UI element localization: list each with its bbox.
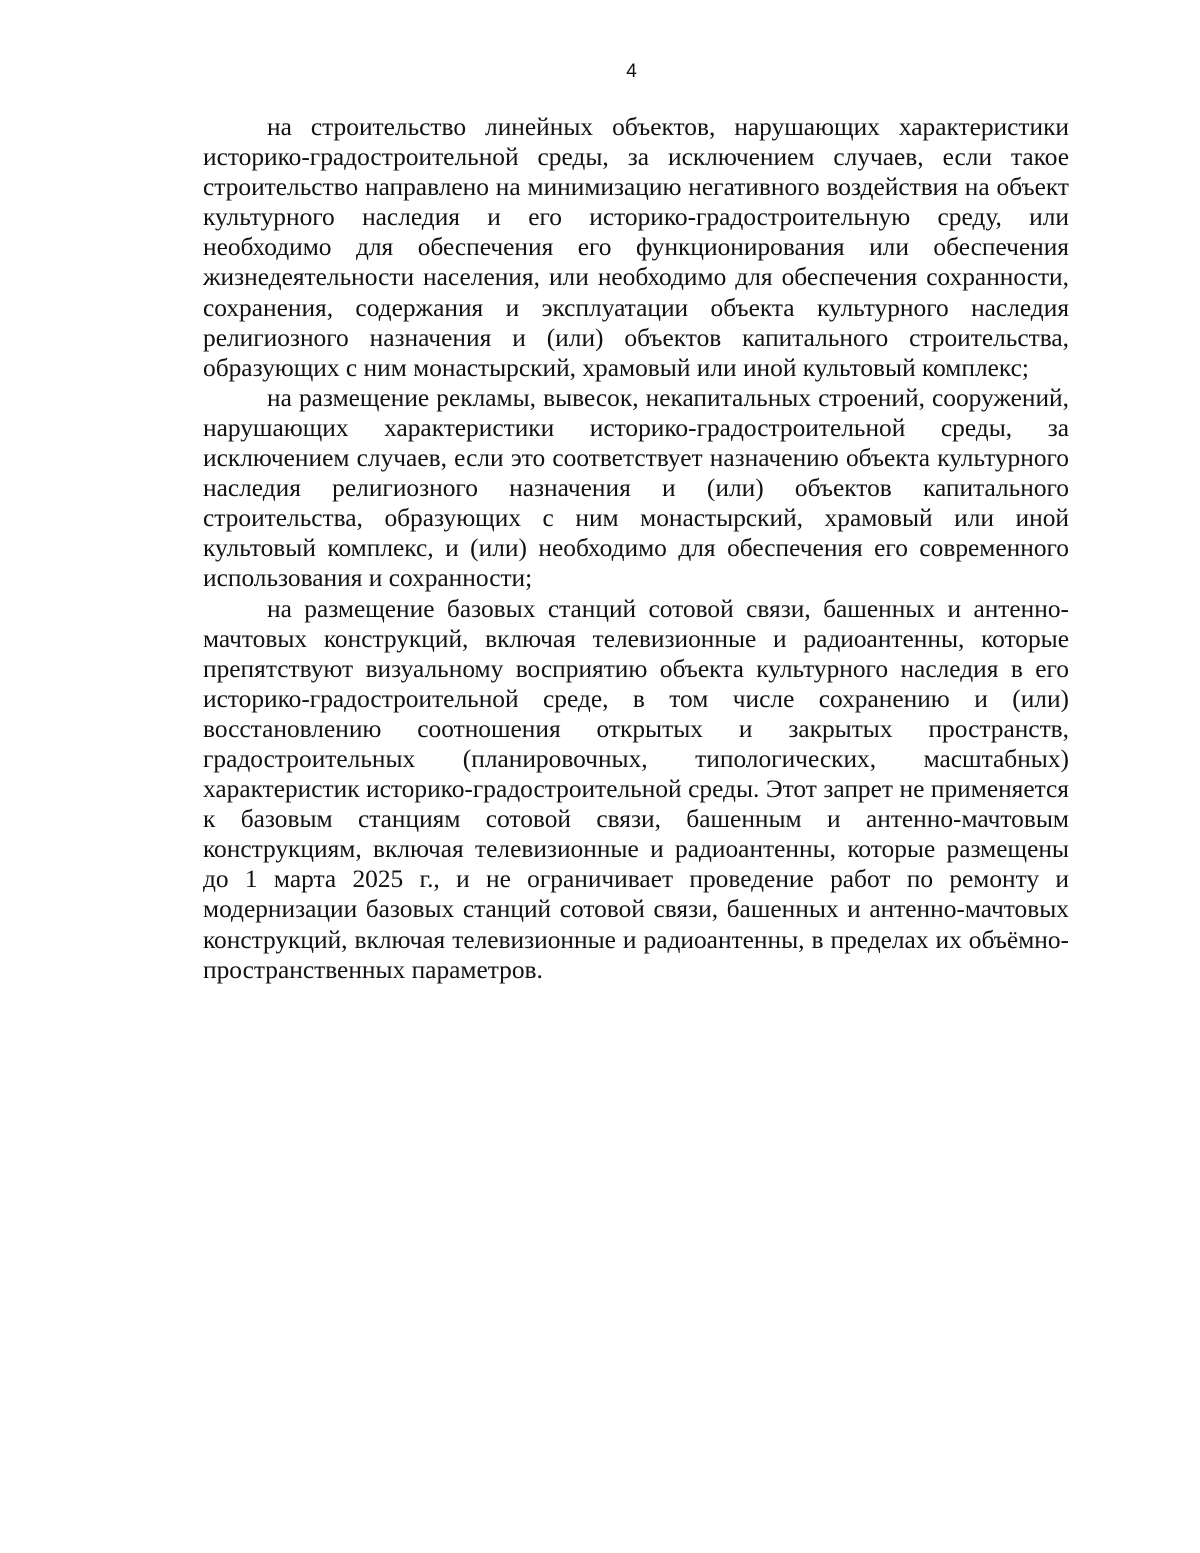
paragraph-linear-objects: на строительство линейных объектов, нарушающих характеристики историко-градостроительной среды, за исключением случаев, если такое строительство направлено на минимизацию негативного воздействия на объект культурного наследия и его историко-градостроительную среду, или необходимо для обеспечения его функционирования или обеспечения жизнедеятельности населения, или необходимо для обеспечения сохранности, сохранения, содержания и эксплуатации объекта культурного наследия религиозного назначения и (или) объектов капитального строительства, образующих с ним монастырский, храмовый или иной культовый комплекс; xyxy=(203,113,1069,382)
paragraph-advertising-placement: на размещение рекламы, вывесок, некапитальных строений, сооружений, нарушающих характеристики историко-градостроительной среды, за исключением случаев, если это соответствует назначению объекта культурного наследия религиозного назначения и (или) объектов капитального строительства, образующих с ним монастырский, храмовый или иной культовый комплекс, и (или) необходимо для обеспечения его современного использования и сохранности; xyxy=(203,383,1069,593)
document-body xyxy=(203,112,1069,985)
paragraph-base-stations: на размещение базовых станций сотовой связи, башенных и антенно-мачтовых конструкций, включая телевизионные и радиоантенны, которые препятствуют визуальному восприятию объекта культурного наследия в его историко-градостроительной среде, в том числе сохранению и (или) восстановлению соотношения открытых и закрытых пространств, градостроительных (планировочных, типологических, масштабных) характеристик историко-градостроительной среды. Этот запрет не применяется к базовым станциям сотовой связи, башенным и антенно-мачтовым конструкциям, включая телевизионные и радиоантенны, которые размещены до 1 марта 2025 г., и не ограничивает проведение работ по ремонту и модернизации базовых станций сотовой связи, башенных и антенно-мачтовых конструкций, включая телевизионные и радиоантенны, в пределах их объёмно-пространственных параметров. xyxy=(203,594,1069,984)
page-number: 4 xyxy=(626,61,637,82)
